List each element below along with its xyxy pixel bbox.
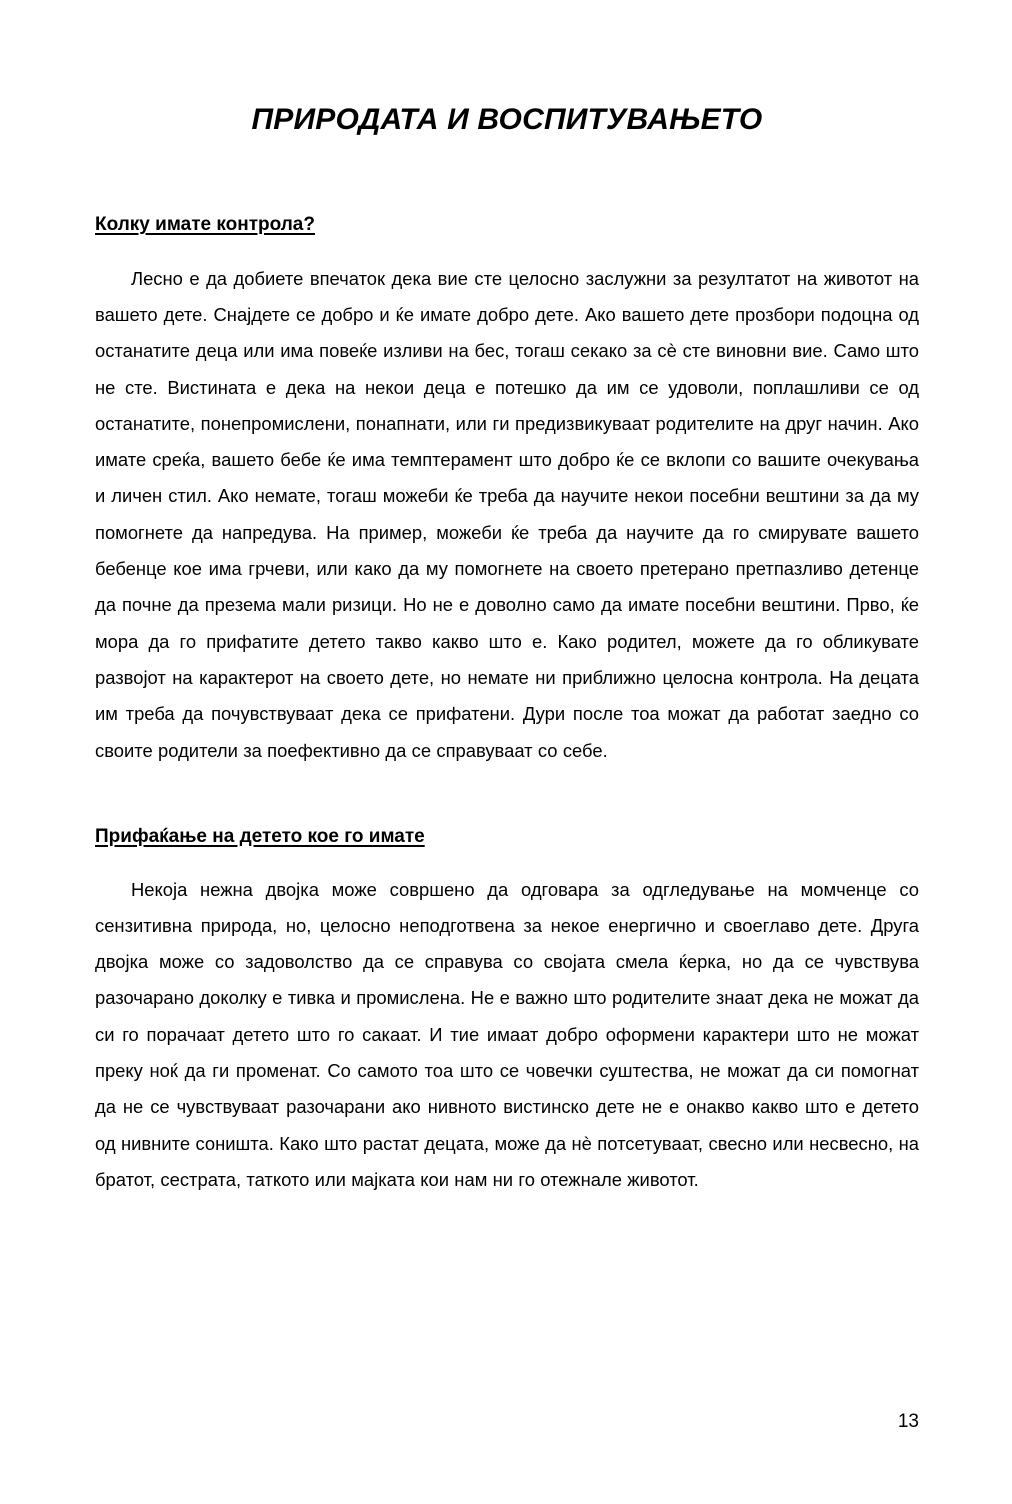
section-heading-2: [95, 825, 919, 850]
section-heading-2-text: Прифаќање на детето кое го имате: [95, 825, 425, 847]
section-heading-1-text: Колку имате контрола?: [95, 214, 315, 235]
section-1: [95, 213, 919, 238]
section-2: [95, 825, 919, 850]
section-heading-1: [95, 213, 919, 238]
paragraph-2: Некоја нежна двојка може совршено да одговара за одгледување на момченце со сензитивна природа, но, целосно неподготвена за некое енергично и своеглаво дете. Друга двојка може со задоволство да се справува со својата смела ќерка, но да се чувствува разочарано доколку е тивка и промислена. Не е важно што родителите знаат дека не можат да си го порачаат детето што го сакаат. И тие имаат добро оформени карактери што не можат преку ноќ да ги променат. Со самото тоа што се човечки суштества, не можат да си помогнат да не се чувствуваат разочарани ако нивното вистинско дете не е онакво какво што е детето од нивните соништа. Како што растат децата, може да нè потсетуваат, свесно или несвесно, на братот, сестрата, таткото или мајката кои нам ни го отежнале животот.: [95, 878, 919, 1190]
page-content: [95, 0, 919, 1198]
section-2-body: [95, 872, 919, 1199]
page-number: 13: [897, 1411, 919, 1432]
page-title: ПРИРОДАТА И ВОСПИТУВАЊЕТО: [251, 103, 763, 136]
paragraph-1: Лесно е да добиете впечаток дека вие сте целосно заслужни за резултатот на животот на вашето дете. Снајдете се добро и ќе имате добро дете. Ако вашето дете прозбори подоцна од останатите деца или има повеќе изливи на бес, тогаш секако за сè сте виновни вие. Само што не сте. Вистината е дека на некои деца е потешко да им се удоволи, поплашливи се од останатите, понепромислени, понапнати, или ги предизвикуваат родителите на друг начин. Ако имате среќа, вашето бебе ќе има темптерамент што добро ќе се вклопи со вашите очекувања и личен стил. Ако немате, тогаш можеби ќе треба да научите некои посебни вештини за да му помогнете да напредува. На пример, можеби ќе треба да научите да го смирувате вашето бебенце кое има грчеви, или како да му помогнете на своето претерано претпазливо детенце да почне да презема мали ризици. Но не е доволно само да имате посебни вештини. Прво, ќе мора да го прифатите детето такво какво што е. Како родител, можете да го обликувате развојот на карактерот на своето дете, но немате ни приближно целосна контрола. На децата им треба да почувствуваат дека се прифатени. Дури после тоа можат да работат заедно со своите родители за поефективно да се справуваат со себе.: [95, 267, 919, 761]
section-1-body: [95, 261, 919, 769]
